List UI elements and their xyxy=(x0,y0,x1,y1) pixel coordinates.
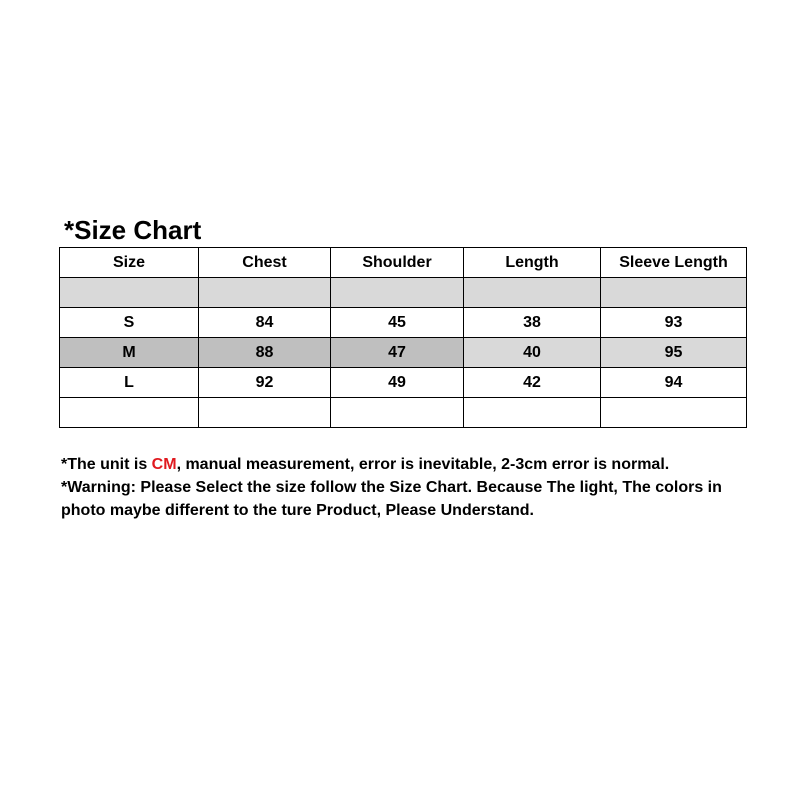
table-row xyxy=(60,308,747,338)
warning-note: *Warning: Please Select the size follow the Size Chart. Because The light, The colors in photo maybe different to the ture Product, Please Understand. xyxy=(61,479,722,519)
unit-note-prefix: *The unit is xyxy=(61,456,152,473)
size-chart-title: *Size Chart xyxy=(64,215,202,245)
table-row xyxy=(60,398,747,428)
header-shoulder: Shoulder xyxy=(331,248,464,278)
header-chest: Chest xyxy=(199,248,331,278)
table-cell: 38 xyxy=(464,308,601,338)
table-cell: 95 xyxy=(601,338,747,368)
table-cell xyxy=(464,278,601,308)
header-sleeve-length: Sleeve Length xyxy=(601,248,747,278)
size-table xyxy=(59,247,747,428)
size-notes xyxy=(61,453,761,522)
table-cell: 49 xyxy=(331,368,464,398)
table-cell: 92 xyxy=(199,368,331,398)
table-row xyxy=(60,278,747,308)
table-cell: 93 xyxy=(601,308,747,338)
table-cell: M xyxy=(60,338,199,368)
table-cell: 47 xyxy=(331,338,464,368)
table-cell xyxy=(331,278,464,308)
unit-highlight: CM xyxy=(151,456,177,473)
table-cell: 94 xyxy=(601,368,747,398)
table-cell: 40 xyxy=(464,338,601,368)
table-cell: 88 xyxy=(199,338,331,368)
table-cell xyxy=(199,398,331,428)
table-cell xyxy=(199,278,331,308)
table-row xyxy=(60,368,747,398)
table-cell xyxy=(601,398,747,428)
table-cell xyxy=(60,398,199,428)
header-size: Size xyxy=(60,248,199,278)
header-length: Length xyxy=(464,248,601,278)
table-cell xyxy=(601,278,747,308)
table-cell: 84 xyxy=(199,308,331,338)
table-header-row xyxy=(60,248,747,278)
table-cell: S xyxy=(60,308,199,338)
unit-note xyxy=(61,453,761,476)
table-cell xyxy=(331,398,464,428)
table-row xyxy=(60,338,747,368)
unit-note-suffix: , manual measurement, error is inevitable, 2-3cm error is normal. xyxy=(176,456,670,473)
table-cell: 45 xyxy=(331,308,464,338)
table-cell xyxy=(464,398,601,428)
table-cell xyxy=(60,278,199,308)
table-cell: L xyxy=(60,368,199,398)
table-cell: 42 xyxy=(464,368,601,398)
